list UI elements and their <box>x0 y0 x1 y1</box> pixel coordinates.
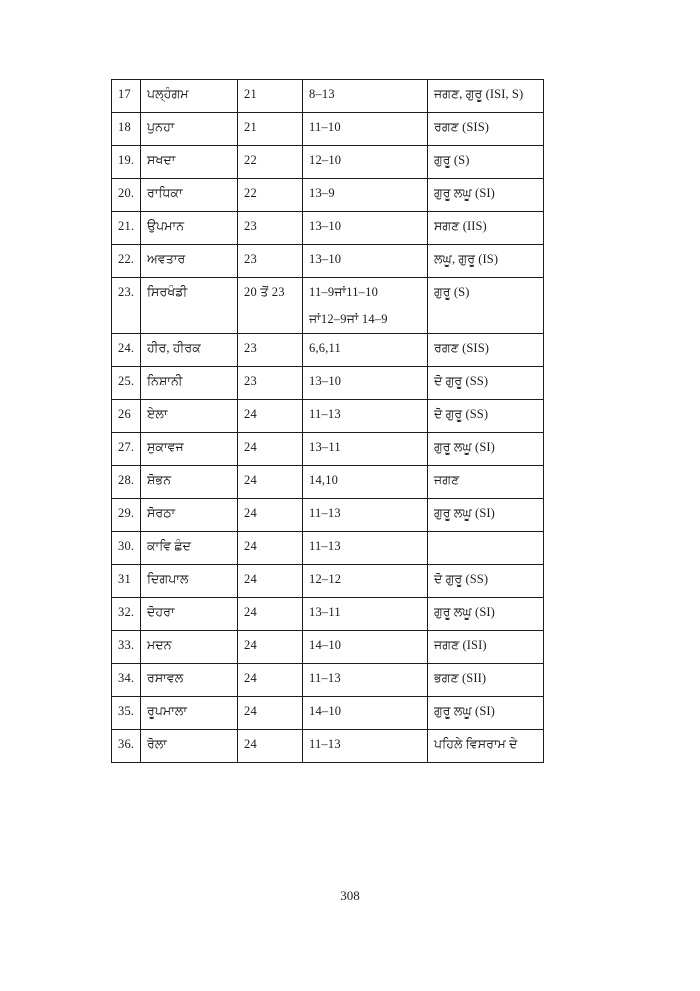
cell-matra-count <box>238 697 303 730</box>
cell-ending-note: ਪਹਿਲੇ ਵਿਸਰਾਮ ਦੇ <box>428 730 544 763</box>
cell-chand-name: ਪੁਨਹਾ <box>141 113 238 146</box>
cell-ending-note: ਗੁਰੂ ਲਘੂ (SI) <box>428 598 544 631</box>
cell-chand-name: ਰੂਪਮਾਲਾ <box>141 697 238 730</box>
cell-ending-note: ਰਗਣ (SIS) <box>428 334 544 367</box>
table-body <box>112 80 544 763</box>
cell-ending-note: ਗੁਰੂ (S) <box>428 146 544 179</box>
table-row <box>112 113 544 146</box>
cell-serial-number: 18 <box>112 113 141 146</box>
matra-value: 23 <box>244 219 257 233</box>
matra-value: 24 <box>244 440 257 455</box>
cell-matra-count <box>238 499 303 532</box>
cell-serial-number: 26 <box>112 400 141 433</box>
cell-matra-count <box>238 400 303 433</box>
cell-chand-name: ਸੁਕਾਵਜ <box>141 433 238 466</box>
cell-chand-name: ਸਿਰਖੰਡੀ <box>141 278 238 334</box>
matra-value: 24 <box>244 671 257 686</box>
table-row <box>112 179 544 212</box>
cell-serial-number: 25. <box>112 367 141 400</box>
cell-matra-count <box>238 212 303 245</box>
cell-chand-name: ਕਾਵਿ ਛੰਦ <box>141 532 238 565</box>
table-row <box>112 245 544 278</box>
cell-matra-count <box>238 80 303 113</box>
matra-value: 21 <box>244 120 257 134</box>
matra-value: 23 <box>244 341 257 356</box>
matra-value: 24 <box>244 572 257 587</box>
table-row <box>112 532 544 565</box>
cell-serial-number: 29. <box>112 499 141 532</box>
meter-line: 14,10 <box>309 473 339 488</box>
cell-chand-name: ਦਿਗਪਾਲ <box>141 565 238 598</box>
cell-matra-count <box>238 433 303 466</box>
meter-line: 11–9ਜਾਂ11–10 <box>309 285 379 299</box>
cell-chand-name: ਅਵਤਾਰ <box>141 245 238 278</box>
meter-line: 11–13 <box>309 737 341 752</box>
cell-serial-number: 19. <box>112 146 141 179</box>
cell-chand-name: ਰੋਲਾ <box>141 730 238 763</box>
cell-ending-note: ਰਗਣ (SIS) <box>428 113 544 146</box>
cell-serial-number: 32. <box>112 598 141 631</box>
matra-value: 24 <box>244 473 257 488</box>
cell-serial-number: 22. <box>112 245 141 278</box>
prosody-meter-table <box>111 79 544 763</box>
cell-serial-number: 31 <box>112 565 141 598</box>
meter-line: ਜਾਂ12–9ਜਾਂ 14–9 <box>309 312 388 327</box>
cell-meter-division <box>303 631 428 664</box>
cell-matra-count <box>238 598 303 631</box>
cell-chand-name: ਸਖਦਾ <box>141 146 238 179</box>
meter-line: 13–11 <box>309 440 341 455</box>
cell-meter-division <box>303 598 428 631</box>
matra-value: 24 <box>244 407 257 422</box>
cell-matra-count <box>238 113 303 146</box>
matra-value: 24 <box>244 605 257 620</box>
meter-line: 11–13 <box>309 407 341 422</box>
cell-meter-division <box>303 433 428 466</box>
cell-chand-name: ਸੋਰਠਾ <box>141 499 238 532</box>
cell-serial-number: 17 <box>112 80 141 113</box>
cell-meter-division <box>303 730 428 763</box>
table-row <box>112 631 544 664</box>
matra-value: 21 <box>244 87 257 101</box>
page-number: 308 <box>340 888 360 903</box>
meter-line: 14–10 <box>309 704 342 719</box>
table-row <box>112 466 544 499</box>
cell-serial-number: 35. <box>112 697 141 730</box>
cell-chand-name: ਹੀਰ, ਹੀਰਕ <box>141 334 238 367</box>
matra-value: 24 <box>244 737 257 752</box>
cell-matra-count <box>238 334 303 367</box>
cell-serial-number: 28. <box>112 466 141 499</box>
meter-line: 6,6,11 <box>309 341 341 356</box>
meter-line: 11–13 <box>309 539 341 554</box>
cell-ending-note: ਸਗਣ (IIS) <box>428 212 544 245</box>
cell-meter-division <box>303 113 428 146</box>
meter-line: 12–12 <box>309 572 342 587</box>
table-row <box>112 400 544 433</box>
meter-line: 8–13 <box>309 87 335 101</box>
cell-ending-note: ਲਘੂ, ਗੁਰੂ (IS) <box>428 245 544 278</box>
cell-ending-note <box>428 532 544 565</box>
cell-ending-note: ਗੁਰੂ ਲਘੂ (SI) <box>428 179 544 212</box>
matra-value: 23 <box>244 374 257 389</box>
cell-meter-division <box>303 400 428 433</box>
cell-matra-count <box>238 730 303 763</box>
cell-meter-division <box>303 245 428 278</box>
table-row <box>112 146 544 179</box>
table-row <box>112 212 544 245</box>
cell-chand-name: ਮਦਨ <box>141 631 238 664</box>
cell-chand-name: ਉਪਮਾਨ <box>141 212 238 245</box>
matra-value: 24 <box>244 539 257 554</box>
meter-line: 13–10 <box>309 374 342 389</box>
cell-meter-division <box>303 278 428 334</box>
cell-ending-note: ਜਗਣ (ISI) <box>428 631 544 664</box>
cell-meter-division <box>303 664 428 697</box>
cell-serial-number: 34. <box>112 664 141 697</box>
meter-line: 13–10 <box>309 219 342 233</box>
cell-meter-division <box>303 212 428 245</box>
meter-line: 11–13 <box>309 506 341 521</box>
cell-ending-note: ਭਗਣ (SII) <box>428 664 544 697</box>
meter-line: 13–10 <box>309 252 342 266</box>
cell-meter-division <box>303 146 428 179</box>
cell-serial-number: 27. <box>112 433 141 466</box>
cell-meter-division <box>303 80 428 113</box>
cell-matra-count <box>238 631 303 664</box>
cell-meter-division <box>303 466 428 499</box>
table-row <box>112 598 544 631</box>
cell-matra-count <box>238 278 303 334</box>
meter-line: 11–10 <box>309 120 341 134</box>
cell-serial-number: 30. <box>112 532 141 565</box>
cell-matra-count <box>238 367 303 400</box>
cell-meter-division <box>303 499 428 532</box>
cell-serial-number: 33. <box>112 631 141 664</box>
cell-chand-name: ਪਲ੍ਹੰਗਮ <box>141 80 238 113</box>
cell-serial-number: 24. <box>112 334 141 367</box>
cell-serial-number: 23. <box>112 278 141 334</box>
matra-value: 22 <box>244 153 257 167</box>
cell-ending-note: ਗੁਰੂ ਲਘੂ (SI) <box>428 433 544 466</box>
cell-serial-number: 20. <box>112 179 141 212</box>
cell-meter-division <box>303 334 428 367</box>
matra-value: 22 <box>244 186 257 200</box>
cell-chand-name: ਸ਼ੋਭਨ <box>141 466 238 499</box>
cell-meter-division <box>303 565 428 598</box>
cell-ending-note: ਗੁਰੂ ਲਘੂ (SI) <box>428 697 544 730</box>
cell-chand-name: ਰਸਾਵਲ <box>141 664 238 697</box>
cell-ending-note: ਦੋ ਗੁਰੂ (SS) <box>428 400 544 433</box>
meter-line: 14–10 <box>309 638 342 653</box>
cell-serial-number: 36. <box>112 730 141 763</box>
cell-matra-count <box>238 532 303 565</box>
meter-line: 13–9 <box>309 186 335 200</box>
table-row <box>112 80 544 113</box>
cell-meter-division <box>303 697 428 730</box>
cell-ending-note: ਦੋ ਗੁਰੂ (SS) <box>428 367 544 400</box>
table-row <box>112 433 544 466</box>
matra-value: 24 <box>244 704 257 719</box>
table-row <box>112 664 544 697</box>
cell-matra-count <box>238 245 303 278</box>
table-row <box>112 730 544 763</box>
matra-value: 23 <box>244 252 257 266</box>
cell-matra-count <box>238 565 303 598</box>
cell-serial-number: 21. <box>112 212 141 245</box>
matra-value: 24 <box>244 638 257 653</box>
table-row <box>112 565 544 598</box>
cell-matra-count <box>238 466 303 499</box>
cell-chand-name: ਨਿਸ਼ਾਨੀ <box>141 367 238 400</box>
table-row <box>112 697 544 730</box>
cell-chand-name: ਦੋਹਰਾ <box>141 598 238 631</box>
table-row <box>112 367 544 400</box>
table-row <box>112 278 544 334</box>
cell-chand-name: ਏਲਾ <box>141 400 238 433</box>
cell-matra-count <box>238 664 303 697</box>
matra-value: 20 ਤੋਂ 23 <box>244 285 285 299</box>
cell-ending-note: ਜਗਣ <box>428 466 544 499</box>
cell-ending-note: ਜਗਣ, ਗੁਰੂ (ISI, S) <box>428 80 544 113</box>
meter-line: 12–10 <box>309 153 342 167</box>
meter-line: 11–13 <box>309 671 341 686</box>
cell-chand-name: ਰਾਧਿਕਾ <box>141 179 238 212</box>
cell-meter-division <box>303 532 428 565</box>
table-row <box>112 334 544 367</box>
cell-matra-count <box>238 146 303 179</box>
meter-line: 13–11 <box>309 605 341 620</box>
cell-matra-count <box>238 179 303 212</box>
cell-ending-note: ਗੁਰੂ (S) <box>428 278 544 334</box>
cell-meter-division <box>303 367 428 400</box>
matra-value: 24 <box>244 506 257 521</box>
cell-meter-division <box>303 179 428 212</box>
table-row <box>112 499 544 532</box>
cell-ending-note: ਦੋ ਗੁਰੂ (SS) <box>428 565 544 598</box>
cell-ending-note: ਗੁਰੂ ਲਘੂ (SI) <box>428 499 544 532</box>
